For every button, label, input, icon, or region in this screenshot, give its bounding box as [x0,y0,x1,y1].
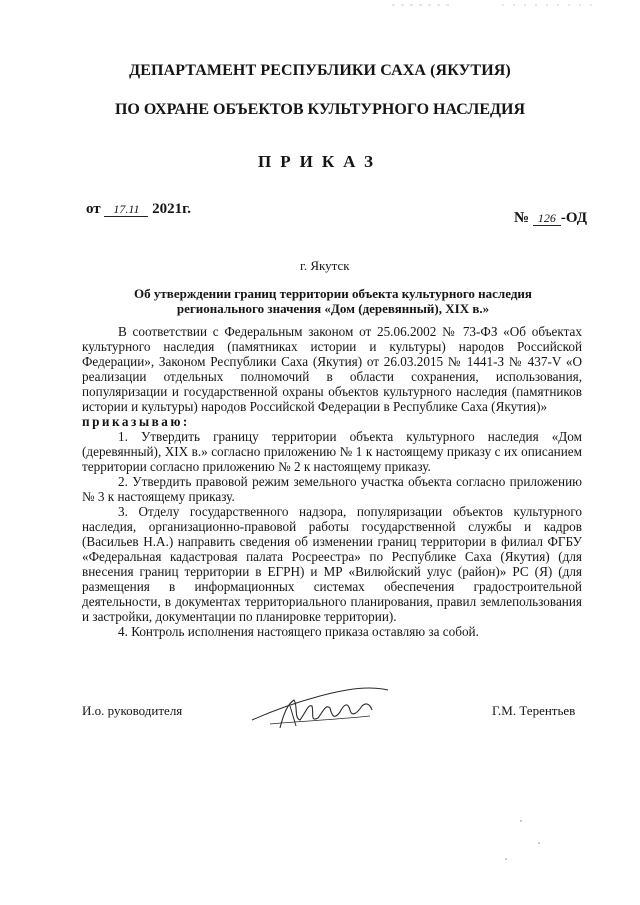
order-date [86,201,191,218]
scan-artifact-marks [392,4,592,6]
handwritten-signature [250,682,390,732]
date-year: 2021г. [152,201,192,217]
signatory-title: И.о. руководителя [82,703,183,718]
department-title-line1: ДЕПАРТАМЕНТ РЕСПУБЛИКИ САХА (ЯКУТИЯ) [129,62,511,79]
preamble-paragraph: В соответствии с Федеральным законом от 25.06.2002 № 73-ФЗ «Об объектах культурного наследия (памятниках истории и культуры) народов Российской Федерации», Законом Республики Саха (Якутия) от 26.03.2015 № 1441-З № 437-V «О реализации отдельных полномочий в области сохранения, использования, популяризации и государственной охраны объектов культурного наследия (памятников истории и культуры) народов Российской Федерации в Республике Саха (Якутия)» [82,324,582,414]
item-2-paragraph: 2. Утвердить правовой режим земельного участка объекта согласно приложению № 3 к настоящему приказу. [82,474,582,504]
item-3-paragraph: 3. Отделу государственного надзора, популяризации объектов культурного наследия, организационно-правовой работы государственной службы и кадров (Васильев Н.А.) направить сведения об изменении границ территории в филиал ФГБУ «Федеральная кадастровая палата Росреестра» по Республике Саха (Якутия) (для внесения границ территории в ЕГРН) и МР «Вилюйский улус (район)» РС (Я) (для размещения в информационных системах обеспечения градостроительной деятельности, в документах территориального планирования, правил землепользования и застройки, документации по планировке территории). [82,504,582,624]
item-4-paragraph: 4. Контроль исполнения настоящего приказа оставляю за собой. [118,624,479,639]
date-handwritten: 17.11 [104,202,148,217]
item-1-paragraph: 1. Утвердить границу территории объекта культурного наследия «Дом (деревянный), XIX в.» согласно приложению № 1 к настоящему приказу с их описанием территории согласно приложению № 2 к настоящему приказу. [82,429,582,474]
department-title-line2: ПО ОХРАНЕ ОБЪЕКТОВ КУЛЬТУРНОГО НАСЛЕДИЯ [114,101,526,118]
scan-speck [505,858,507,860]
signatory-name: Г.М. Терентьев [492,703,576,718]
number-handwritten: 126 [533,211,561,226]
order-number [514,210,587,227]
number-prefix: № [514,210,530,226]
order-word-paragraph [82,414,582,429]
scan-speck [538,842,540,844]
document-type-heading: ПРИКАЗ [258,152,382,171]
scan-speck [520,820,522,822]
date-prefix: от [86,201,101,217]
order-subject: Об утверждении границ территории объекта культурного наследия регионального значения «Дом (деревянный), XIX в.» [134,286,532,316]
number-suffix: -ОД [560,210,588,226]
order-body [82,324,582,639]
city-label: г. Якутск [300,258,350,273]
order-word: приказываю: [82,414,190,429]
